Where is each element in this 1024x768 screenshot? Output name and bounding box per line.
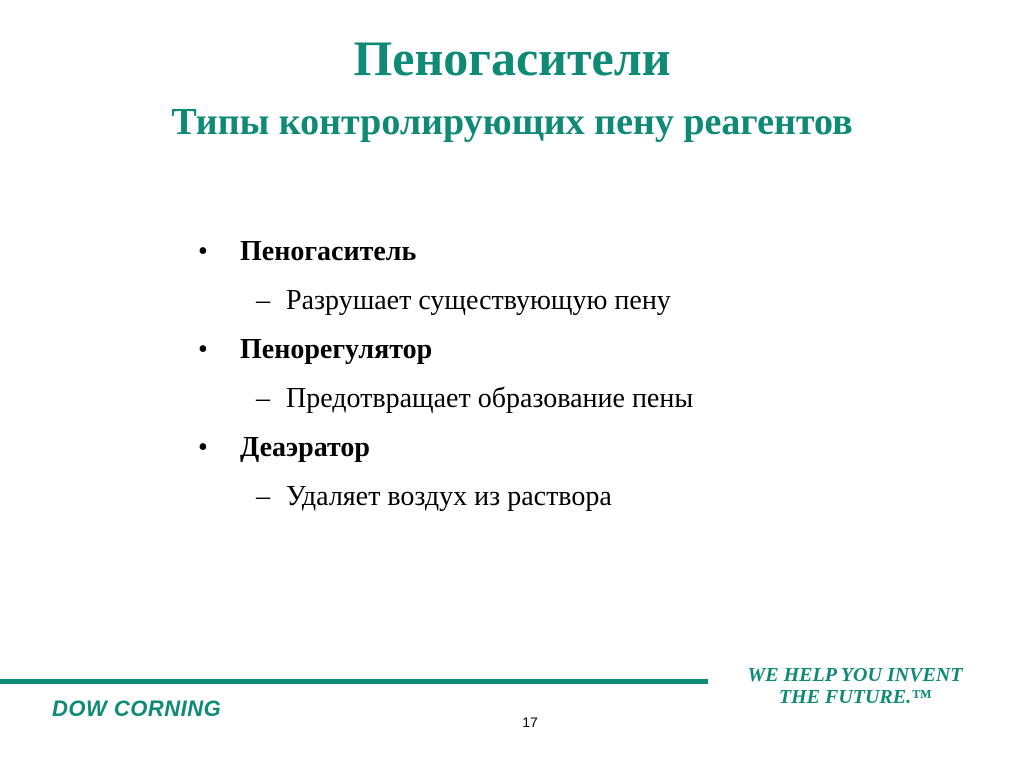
bullet-list: [198, 228, 693, 522]
sub-item-deaerator-description: [198, 472, 693, 522]
bullet-item-deaerator: [198, 424, 693, 472]
brand-logo-text: DOW CORNING: [52, 696, 222, 721]
slide-title: Пеногасители: [353, 30, 671, 86]
sub-item-foam-regulator-description: [198, 374, 693, 424]
sub-marker: –: [256, 383, 270, 414]
slide-subtitle: Типы контролирующих пену реагентов: [171, 101, 853, 143]
bullet-item-foam-regulator: [198, 326, 693, 374]
slogan-line-2: THE FUTURE.™: [778, 686, 932, 708]
bullet-marker: •: [198, 236, 208, 267]
sub-label: Удаляет воздух из раствора: [286, 481, 612, 512]
page-number: 17: [522, 714, 538, 730]
slogan: [720, 664, 990, 708]
sub-label: Разрушает существующую пену: [286, 285, 671, 316]
sub-marker: –: [256, 285, 270, 316]
bullet-marker: •: [198, 432, 208, 463]
slogan-line-1: WE HELP YOU INVENT: [747, 664, 963, 686]
bullet-marker: •: [198, 334, 208, 365]
sub-label: Предотвращает образование пены: [286, 383, 694, 414]
bullet-label: Пеногаситель: [240, 236, 417, 267]
bullet-label: Деаэратор: [240, 432, 370, 463]
footer-divider: [0, 679, 708, 684]
bullet-label: Пенорегулятор: [240, 334, 433, 365]
bullet-item-defoamer: [198, 228, 693, 276]
sub-item-defoamer-description: [198, 276, 693, 326]
sub-marker: –: [256, 481, 270, 512]
